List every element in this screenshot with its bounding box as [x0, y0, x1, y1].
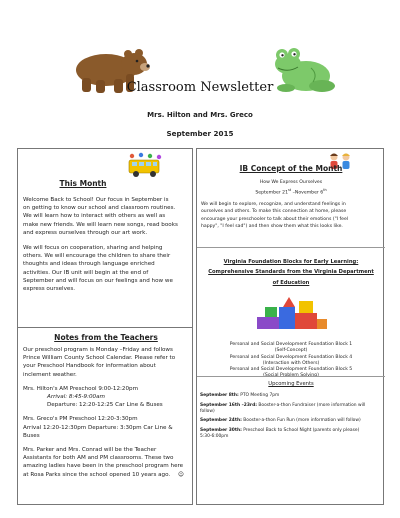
ib-body-line: ourselves and others. To make this connection at home, please: [201, 209, 347, 215]
notes-closing-text: at Rosa Parks since the school opened 10 years ago.: [23, 471, 171, 478]
ib-heading: IB Concept of the Month: [239, 164, 343, 173]
ib-divider: [197, 247, 385, 248]
notes-line: Prince William County School Calendar. Please refer to: [23, 355, 176, 362]
events-divider: [197, 376, 385, 377]
event-date: September 30th:: [200, 427, 242, 433]
event-date: September 16th –23rd:: [200, 402, 257, 408]
ib-date-start: September 21: [255, 190, 289, 196]
this-month-line: activities. Our IB unit will begin at the end of: [23, 269, 149, 276]
ib-body-line: We will begin to explore, recognize, and understand feelings in: [201, 202, 346, 207]
foundation-block-name: Personal and Social Development Foundation Block 1: [229, 342, 353, 347]
this-month-text: [23, 196, 191, 293]
this-month-heading: This Month: [59, 179, 107, 188]
foundation-block-name: Personal and Social Development Foundation Block 4: [229, 354, 353, 360]
this-month-line: We will learn how to interact with others as well as: [23, 213, 166, 220]
this-month-line: September and will focus on our feelings and how we: [23, 277, 173, 284]
event-date: September 8th:: [200, 393, 239, 398]
virginia-foundation-subtitle: Comprehensive Standards from the Virginia Department: [208, 269, 374, 275]
this-month-line: We will focus on cooperation, sharing and helping: [23, 245, 163, 252]
school-bus-icon: [126, 152, 166, 180]
events-list: [197, 393, 383, 443]
this-month-section: [17, 148, 193, 328]
notes-line: [23, 471, 191, 479]
event-item: [197, 403, 383, 415]
foundation-block-desc: (Interaction with Others): [262, 360, 320, 366]
virginia-foundation-subtitle-2: of Education: [272, 280, 310, 286]
ib-concept-section: [196, 148, 384, 505]
greco-schedule-title: Mrs. Greco's PM Preschool 12:20-3:30pm: [23, 416, 138, 423]
building-blocks-icon: [255, 293, 331, 333]
notes-line: inclement weather.: [23, 371, 77, 378]
ib-body-line: encourage your preschooler to talk about their emotions ("I feel: [201, 216, 349, 222]
ib-date-end: –November 6: [292, 190, 324, 196]
ib-body-text: [201, 201, 383, 230]
event-text: PTO Meeting 7pm: [238, 393, 280, 398]
this-month-line: express ourselves.: [23, 286, 76, 293]
this-month-line: thoughts and ideas through language enriched: [23, 261, 155, 268]
foundation-blocks-list: [197, 342, 385, 380]
teacher-names: Mrs. Hilton and Mrs. Greco: [147, 111, 253, 119]
hilton-arrival: Arrival: 8:45-9:00am: [47, 394, 105, 401]
this-month-line: Welcome Back to School! Our focus in September is: [23, 197, 169, 203]
ib-dates: [197, 187, 385, 197]
event-text-cont: follow): [200, 408, 215, 414]
notes-heading: Notes from the Teachers: [54, 333, 158, 342]
this-month-line: and express ourselves through our art work.: [23, 229, 148, 236]
event-text: Booster-a-thon Fun Run (more information will follow): [241, 418, 361, 424]
virginia-foundation-title: Virginia Foundation Blocks for Early Learning:: [223, 259, 359, 265]
upcoming-events-heading: Upcoming Events: [268, 381, 314, 387]
smiley-icon: ☺: [178, 471, 184, 478]
event-date: September 24th:: [200, 418, 242, 424]
newsletter-date: September 2015: [166, 129, 234, 138]
newsletter-header: [0, 0, 400, 146]
event-item: [197, 393, 383, 399]
this-month-line: make new friends. We will learn new songs, read books: [23, 221, 178, 228]
notes-text: [23, 346, 191, 479]
event-text: Preschool Back to School Night (parents only please): [241, 427, 360, 433]
newsletter-title: Classroom Newsletter: [126, 80, 274, 95]
notes-line: your Preschool Handbook for information about: [23, 363, 156, 370]
notes-section: [17, 327, 193, 505]
foundation-block-desc: (Self-Concept): [274, 348, 308, 354]
greco-buses: Buses: [23, 432, 40, 439]
event-text: Booster-a-thon Fundraiser (more information will: [256, 402, 366, 408]
ib-theme: How We Express Ourselves: [259, 180, 323, 185]
hilton-departure: Departure: 12:20-12:25 Car Line & Buses: [47, 402, 163, 409]
ib-body-line: happy", "I feel sad") and then show them what this looks like.: [201, 223, 343, 229]
this-month-line: others. We will encourage the children to share their: [23, 253, 171, 260]
ib-date-end-suffix: th: [323, 188, 327, 192]
notes-line: Mrs. Parker and Mrs. Conrad will be the Teacher: [23, 447, 157, 454]
notes-line: Assistants for both AM and PM classrooms. These two: [23, 455, 174, 462]
ib-date-start-suffix: st: [288, 188, 292, 192]
event-text-cont: 5:30-6:00pm: [200, 433, 229, 439]
hilton-schedule-title: Mrs. Hilton's AM Preschool 9:00-12:20pm: [23, 385, 139, 392]
greco-arrival-departure: Arrival 12:20-12:30pm Departure: 3:30pm Car Line &: [23, 424, 173, 431]
foundation-block-name: Personal and Social Development Foundation Block 5: [229, 367, 353, 373]
this-month-line: on getting to know our school and classroom routines.: [23, 205, 176, 212]
event-item: [197, 428, 383, 440]
notes-line: amazing ladies have been in the preschool program here: [23, 463, 184, 470]
event-item: [197, 418, 383, 424]
notes-line: Our preschool program is Monday –Friday and follows: [23, 347, 173, 353]
